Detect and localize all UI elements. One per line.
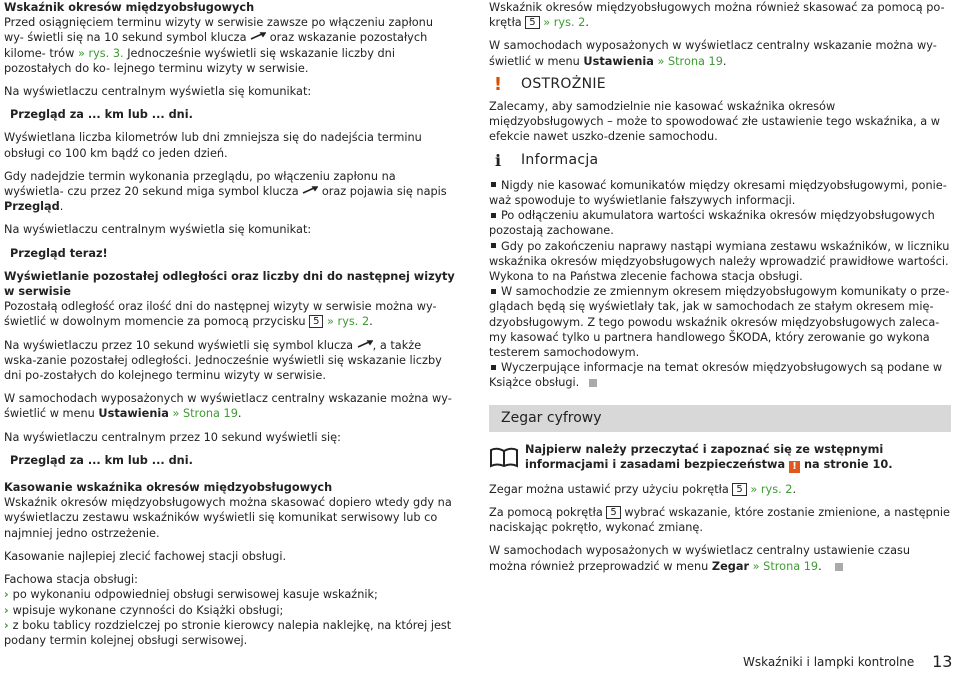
page-number: 13 <box>932 652 953 671</box>
paragraph-menu <box>4 391 456 421</box>
workshop-steps-list <box>4 587 456 648</box>
end-of-section-icon <box>835 563 843 571</box>
info-title: Informacja <box>521 151 599 168</box>
info-list <box>489 178 951 391</box>
text: wpisuje wykonane czynności do Książki obsługi; <box>12 603 284 617</box>
caution-header <box>489 73 951 95</box>
button-key: 5 <box>732 483 746 496</box>
text: Przed osiągnięciem terminu wizyty w serwisie zawsze po włączeniu zapłonu wy- <box>4 16 434 45</box>
text: lejnego terminu wizyty w serwisie. <box>113 61 309 75</box>
display-message-1: Przegląd za ... km lub ... dni. <box>10 108 193 122</box>
caution-text: Zalecamy, aby samodzielnie nie kasować wskaźnika okresów międzyobsługowych – może to spowodować złe ustawienie tego wskaźnika, a w efekcie nawet uszko-dzenie samochodu. <box>489 100 941 144</box>
end-of-section-icon <box>589 379 597 387</box>
chevron-right-icon: › <box>4 588 9 602</box>
bullet-square-icon <box>491 182 496 187</box>
text: . <box>59 200 64 214</box>
text: Zegar można ustawić przy użyciu pokrętła <box>489 482 729 496</box>
text <box>525 442 951 473</box>
text: Po odłączeniu akumulatora wartości wskaźnika okresów międzyobsługowych pozostają zachowane. <box>489 209 935 238</box>
text: Za pomocą pokrętła <box>489 506 603 520</box>
display-message-3: Przegląd za ... km lub ... dni. <box>10 453 193 467</box>
text: Przegląd <box>4 200 60 214</box>
list-item <box>4 618 456 648</box>
bullet-square-icon <box>491 213 496 218</box>
list-item <box>4 603 456 618</box>
button-key: 5 <box>309 315 323 328</box>
caution-title: OSTROŻNIE <box>521 75 606 92</box>
text: Ustawienia <box>98 407 169 421</box>
text: Wyczerpujące informacje na temat okresów międzyobsługowych są podane w Książce obsługi. <box>489 361 943 390</box>
paragraph-show-anytime <box>4 299 456 329</box>
text: z boku tablicy rozdzielczej po stronie kierowcy nalepia naklejkę, na której jest podany termin kolejnej obsługi serwisowej. <box>4 618 452 647</box>
paragraph-display-10s <box>4 338 456 384</box>
list-item <box>489 239 951 285</box>
display-message-2: Przegląd teraz! <box>10 246 108 260</box>
figure-link[interactable]: » rys. 2 <box>327 315 370 329</box>
chevron-right-icon: › <box>4 603 9 617</box>
text: czu przez 20 sekund miga symbol klucza <box>67 185 299 199</box>
bullet-square-icon <box>491 289 496 294</box>
paragraph-menu-settings <box>489 38 951 68</box>
text: świetli się na 10 sekund symbol klucza <box>27 31 247 45</box>
list-item <box>489 284 951 360</box>
figure-link[interactable]: » rys. 2 <box>543 16 586 30</box>
right-column <box>489 0 951 582</box>
text: W samochodach wyposażonych w wyświetlacz centralny wskazanie można wy-świetlić w menu <box>4 392 452 421</box>
caution-icon: ! <box>493 73 503 95</box>
safety-notice <box>489 442 951 473</box>
text: Najpierw należy przeczytać i zapoznać się ze wstępnymi informacjami i zasadami bezpieczeństwa <box>525 442 884 471</box>
text: Jednocześnie wyświetli się wskazanie liczby dni po-zostałych do kolejnego terminu wizyty w serwisie. <box>4 353 442 383</box>
paragraph-countdown: Wyświetlana liczba kilometrów lub dni zmniejsza się do nadejścia terminu obsługi co 100 km bądź co jeden dzień. <box>4 131 422 160</box>
paragraph-service-due <box>4 15 456 76</box>
text: . <box>369 315 373 329</box>
list-item <box>4 587 456 602</box>
button-key: 5 <box>606 506 620 519</box>
list-item <box>489 178 951 208</box>
text: , a także wska-zanie pozostałej odległości. <box>4 338 422 367</box>
section-heading-remaining: Wyświetlanie pozostałej odległości oraz liczby dni do następnej wizyty w serwisie <box>4 269 455 299</box>
text: Wskaźnik okresów międzyobsługowych można również skasować za pomocą po-krętła <box>489 1 945 30</box>
paragraph-knob-reset <box>489 0 951 30</box>
wrench-icon <box>302 186 318 194</box>
page-link[interactable]: » Strona 19 <box>657 54 723 68</box>
bullet-square-icon <box>491 365 496 370</box>
section-heading-reset: Kasowanie wskaźnika okresów międzyobsługowych <box>4 481 333 495</box>
chevron-right-icon: › <box>4 618 9 632</box>
figure-link[interactable]: » rys. 3. <box>77 46 124 60</box>
book-icon <box>489 442 525 473</box>
text: Gdy po zakończeniu naprawy nastąpi wymiana zestawu wskaźników, w liczniku wskaźnika okresów międzyobsługowych należy wprowadzić prawidłowe wartości. Wykona to na Państwa zlecenie fachowa stacja obsługi. <box>489 239 950 284</box>
paragraph-due-now <box>4 169 456 215</box>
text: . <box>722 54 727 68</box>
text: Na wyświetlaczu przez 10 sekund wyświetli się symbol klucza <box>4 338 354 352</box>
text: Nigdy nie kasować komunikatów między okresami międzyobsługowymi, ponie-waż spowoduje to wyświetlanie fałszywych informacji. <box>489 178 947 208</box>
bullet-square-icon <box>491 243 496 248</box>
wrench-icon <box>250 32 266 40</box>
text: Zegar <box>711 559 750 573</box>
text: W samochodach wyposażonych w wyświetlacz centralny wskazanie można wy-świetlić w menu <box>489 39 937 68</box>
paragraph-reset-condition: Wskaźnik okresów międzyobsługowych można skasować dopiero wtedy gdy na wyświetlaczu zestawu wskaźników wyświetli się komunikat serwisowy lub co najmniej jedno ostrzeżenie. <box>4 496 452 540</box>
list-item <box>489 360 951 390</box>
wrench-icon <box>357 340 373 348</box>
text: wybrać wskazanie, które zostanie zmienione, a następnie naciskając pokrętło, wykonać zmianę. <box>489 506 951 535</box>
figure-link[interactable]: » rys. 2 <box>750 482 793 496</box>
text: . <box>818 559 822 573</box>
warning-icon: ! <box>789 461 800 473</box>
paragraph-display-message-2: Na wyświetlaczu centralnym wyświetla się komunikat: <box>4 223 312 237</box>
text: . <box>237 407 242 421</box>
list-item <box>489 208 951 238</box>
text: Pozostałą odległość oraz ilość dni do następnej wizyty w serwisie można wy-świetlić w dowolnym momencie za pomocą przycisku <box>4 300 437 329</box>
text: po wykonaniu odpowiedniej obsługi serwisowej kasuje wskaźnik; <box>12 588 378 602</box>
info-icon: i <box>494 150 502 170</box>
paragraph-display-message: Na wyświetlaczu centralnym wyświetla się komunikat: <box>4 85 312 99</box>
text: trów <box>49 46 75 60</box>
paragraph-clock-select <box>489 505 951 535</box>
paragraph-display-10s-central: Na wyświetlaczu centralnym przez 10 sekund wyświetli się: <box>4 430 341 444</box>
section-heading-digital-clock: Zegar cyfrowy <box>489 405 951 432</box>
paragraph-reset-workshop: Kasowanie najlepiej zlecić fachowej stacji obsługi. <box>4 549 287 563</box>
text: Gdy nadejdzie termin wykonania przeglądu, po włączeniu zapłonu na wyświetla- <box>4 169 396 199</box>
text: . <box>792 482 797 496</box>
text: W samochodzie ze zmiennym okresem międzyobsługowym komunikaty o prze-glądach będą się wyświetlały tak, jak w samochodach ze stałym okresem mię-dzyobsługowym. Z tego powodu wskaźnik okresów międzyobsługowych zaleca-my kasować tylko u partnera handlowego ŠKODA, który zerowanie go wykona testerem samochodowym. <box>489 285 950 360</box>
page-link[interactable]: » Strona 19 <box>752 559 819 573</box>
page-footer <box>743 654 952 670</box>
text: . <box>585 16 589 30</box>
section-heading-service-indicator: Wskaźnik okresów międzyobsługowych <box>4 1 255 14</box>
chapter-title: Wskaźniki i lampki kontrolne <box>743 655 915 669</box>
text: oraz wskazanie pozostałych kilome- <box>4 31 428 60</box>
text: na stronie 10. <box>803 457 893 471</box>
text: Ustawienia <box>583 54 654 68</box>
paragraph-clock-knob <box>489 482 951 497</box>
left-column <box>4 0 456 648</box>
page-link[interactable]: » Strona 19 <box>172 407 238 421</box>
text: W samochodach wyposażonych w wyświetlacz centralny ustawienie czasu można również przeprowadzić w menu <box>489 544 911 573</box>
paragraph-workshop-intro: Fachowa stacja obsługi: <box>4 573 138 587</box>
info-header <box>489 150 951 170</box>
paragraph-clock-menu <box>489 543 951 573</box>
button-key: 5 <box>525 16 539 29</box>
text: Jednocześnie wyświetli się wskazanie liczby dni pozostałych do ko- <box>4 46 395 75</box>
text: oraz pojawia się napis <box>321 185 447 199</box>
